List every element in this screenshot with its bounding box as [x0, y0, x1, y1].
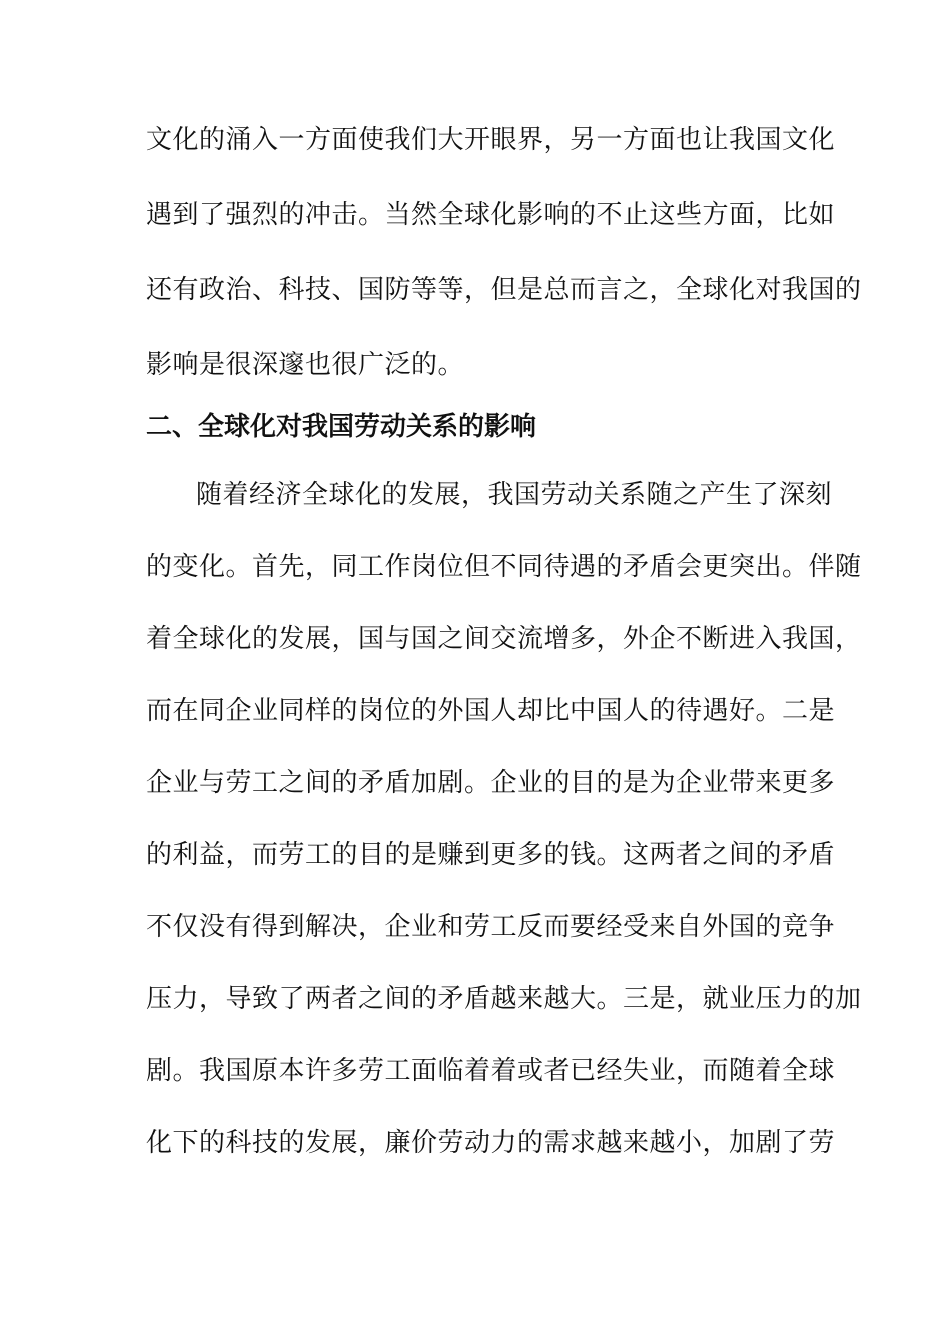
- paragraph-line: 压力，导致了两者之间的矛盾越来越大。三是，就业压力的加: [146, 984, 862, 1014]
- section-heading: 二、全球化对我国劳动关系的影响: [146, 412, 537, 442]
- paragraph-line: 不仅没有得到解决，企业和劳工反而要经受来自外国的竞争: [146, 912, 836, 942]
- paragraph-line: 遇到了强烈的冲击。当然全球化影响的不止这些方面，比如: [146, 200, 836, 230]
- paragraph-line: 而在同企业同样的岗位的外国人却比中国人的待遇好。二是: [146, 696, 836, 726]
- paragraph-line: 的变化。首先，同工作岗位但不同待遇的矛盾会更突出。伴随: [146, 552, 862, 582]
- paragraph-line: 剧。我国原本许多劳工面临着着或者已经失业，而随着全球: [146, 1056, 836, 1086]
- paragraph-line: 企业与劳工之间的矛盾加剧。企业的目的是为企业带来更多: [146, 768, 836, 798]
- paragraph-line: 化下的科技的发展，廉价劳动力的需求越来越小，加剧了劳: [146, 1128, 836, 1158]
- paragraph-line: 影响是很深邃也很广泛的。: [146, 350, 465, 380]
- paragraph-line: 的利益，而劳工的目的是赚到更多的钱。这两者之间的矛盾: [146, 840, 836, 870]
- paragraph-line: 文化的涌入一方面使我们大开眼界，另一方面也让我国文化: [146, 125, 836, 155]
- paragraph-line: 随着经济全球化的发展，我国劳动关系随之产生了深刻: [196, 480, 833, 510]
- paragraph-line: 着全球化的发展，国与国之间交流增多，外企不断进入我国，: [146, 624, 862, 654]
- paragraph-line: 还有政治、科技、国防等等，但是总而言之，全球化对我国的: [146, 275, 862, 305]
